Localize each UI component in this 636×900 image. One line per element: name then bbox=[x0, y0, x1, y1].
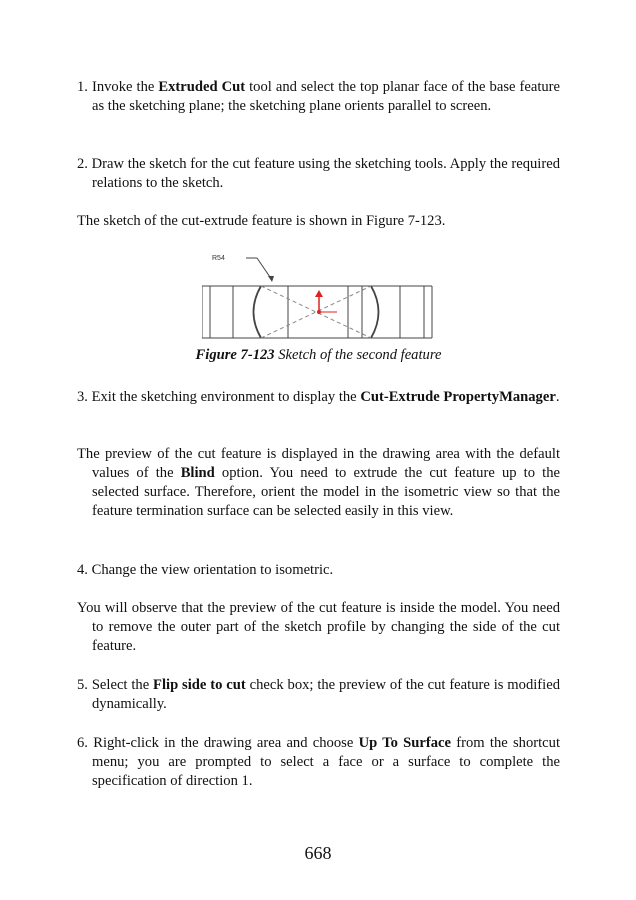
step-3-text-b: . bbox=[555, 389, 560, 405]
step-5-text-a: 5. Select the bbox=[77, 677, 154, 693]
sketch-left-arc bbox=[254, 286, 262, 338]
sketch-right-arc bbox=[371, 286, 379, 338]
step-1-text-a: 1. Invoke the bbox=[77, 79, 159, 95]
step-6-bold: Up To Surface bbox=[358, 735, 452, 751]
step-3-text-a: 3. Exit the sketching environment to display the bbox=[77, 389, 361, 405]
step-6 bbox=[77, 734, 560, 791]
step-3 bbox=[77, 388, 560, 407]
step-1 bbox=[77, 78, 560, 116]
step-4 bbox=[77, 561, 560, 580]
step-5 bbox=[77, 676, 560, 714]
paragraph-2 bbox=[77, 445, 560, 521]
paragraph-3-text: You will observe that the preview of the cut feature is inside the model. You need to remove the outer part of the sketch profile by changing the side of the cut feature. bbox=[77, 600, 560, 654]
step-3-bold: Cut-Extrude PropertyManager bbox=[360, 389, 556, 405]
step-6-text-a: 6. Right-click in the drawing area and choose bbox=[77, 735, 359, 751]
step-4-text: 4. Change the view orientation to isometric. bbox=[77, 562, 334, 578]
paragraph-2-text-b: option. You need to extrude the cut feature up to the selected surface. Therefore, orient the model in the isometric view so that the feature termination surface can be selected easily in this view. bbox=[92, 465, 560, 519]
step-1-text-b: tool and select the top planar face of the base feature as the sketching plane; the sketching plane orients parallel to screen. bbox=[92, 79, 561, 114]
paragraph-2-text-a: The preview of the cut feature is displayed in the drawing area with the default values of the bbox=[77, 446, 560, 481]
figure-caption-text: Sketch of the second feature bbox=[274, 347, 442, 363]
step-2-text: 2. Draw the sketch for the cut feature using the sketching tools. Apply the required relations to the sketch. bbox=[77, 156, 560, 191]
paragraph-1-text: The sketch of the cut-extrude feature is shown in Figure 7-123. bbox=[77, 213, 446, 229]
dimension-label: R54 bbox=[212, 255, 225, 262]
paragraph-3 bbox=[77, 599, 560, 656]
page-number: 668 bbox=[304, 843, 332, 863]
step-6-text-b: from the shortcut menu; you are prompted to select a face or a surface to complete the specification of direction 1. bbox=[92, 735, 561, 789]
sketch-drawing bbox=[202, 246, 436, 346]
figure-7-123 bbox=[202, 246, 436, 346]
step-5-text-b: check box; the preview of the cut feature is modified dynamically. bbox=[92, 677, 560, 712]
paragraph-1 bbox=[77, 212, 560, 231]
figure-label: Figure 7-123 bbox=[195, 347, 275, 363]
step-5-bold: Flip side to cut bbox=[153, 677, 246, 693]
paragraph-2-bold: Blind bbox=[180, 465, 215, 481]
figure-caption bbox=[77, 347, 560, 364]
step-1-bold: Extruded Cut bbox=[158, 79, 246, 95]
step-2 bbox=[77, 155, 560, 193]
